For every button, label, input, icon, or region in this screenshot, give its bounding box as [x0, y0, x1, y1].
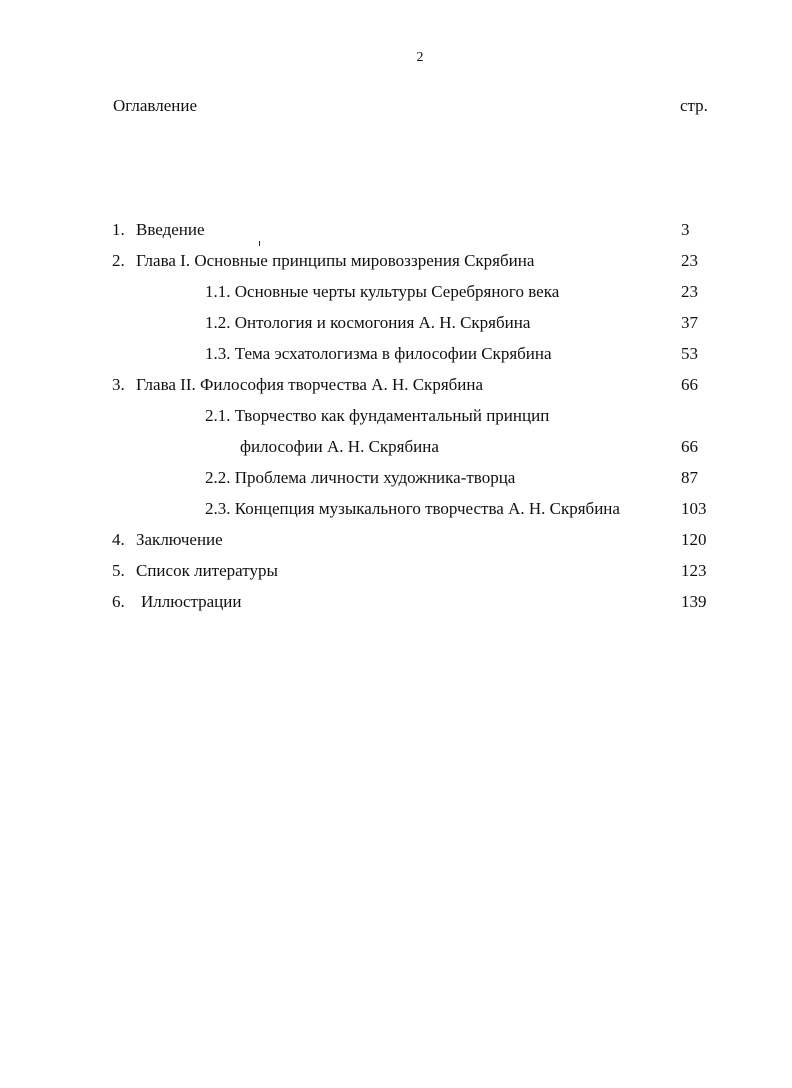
page-number: 2 [416, 50, 424, 65]
toc-entry-section-1-2 [0, 312, 792, 343]
toc-entry-page: 139 [681, 592, 707, 611]
toc-entry-section-1-3 [0, 343, 792, 374]
toc-entry-page: 23 [681, 251, 698, 270]
toc-entry-page: 120 [681, 530, 707, 549]
toc-entry-section-1-1 [0, 281, 792, 312]
toc-entry-number: 6. [112, 592, 125, 611]
toc-entry-page: 66 [681, 375, 698, 394]
toc-entry-introduction [0, 219, 792, 250]
toc-entry-title: Список литературы [136, 561, 278, 580]
toc-entry-title: 2.1. Творчество как фундаментальный принцип [205, 406, 550, 425]
toc-entry-page: 3 [681, 220, 690, 239]
toc-entry-conclusion [0, 529, 792, 560]
toc-entry-chapter-2 [0, 374, 792, 405]
toc-pages-heading: стр. [680, 96, 708, 115]
toc-heading: Оглавление [113, 96, 197, 115]
toc-entry-title: 2.2. Проблема личности художника-творца [205, 468, 516, 487]
toc-entry-page: 87 [681, 468, 698, 487]
toc-entry-section-2-1 [0, 405, 792, 436]
toc-entry-number: 2. [112, 251, 125, 270]
toc-entry-title: Иллюстрации [141, 592, 242, 611]
toc-entry-page: 23 [681, 282, 698, 301]
toc-entry-number: 1. [112, 220, 125, 239]
table-of-contents [0, 219, 792, 622]
toc-entry-section-2-2 [0, 467, 792, 498]
toc-entry-page: 37 [681, 313, 698, 332]
toc-entry-number: 4. [112, 530, 125, 549]
toc-entry-title: Введение [136, 220, 205, 239]
toc-entry-illustrations [0, 591, 792, 622]
toc-entry-page: 103 [681, 499, 707, 518]
toc-entry-page: 53 [681, 344, 698, 363]
toc-entry-page: 123 [681, 561, 707, 580]
toc-entry-section-2-3 [0, 498, 792, 529]
toc-entry-chapter-1 [0, 250, 792, 281]
toc-entry-title: 1.2. Онтология и космогония А. Н. Скрябина [205, 313, 531, 332]
toc-entry-title: Глава II. Философия творчества А. Н. Скрябина [136, 375, 484, 394]
toc-entry-title: 1.1. Основные черты культуры Серебряного века [205, 282, 560, 301]
toc-entry-title: 2.3. Концепция музыкального творчества А. Н. Скрябина [205, 499, 620, 518]
toc-entry-title: 1.3. Тема эсхатологизма в философии Скрябина [205, 344, 552, 363]
toc-entry-number: 5. [112, 561, 125, 580]
toc-entry-section-2-1-continued [0, 436, 792, 467]
toc-entry-page: 66 [681, 437, 698, 456]
toc-entry-bibliography [0, 560, 792, 591]
toc-entry-title: Глава I. Основные принципы мировоззрения Скрябина [136, 251, 535, 270]
toc-entry-title: философии А. Н. Скрябина [240, 437, 439, 456]
toc-entry-title: Заключение [136, 530, 223, 549]
toc-entry-number: 3. [112, 375, 125, 394]
